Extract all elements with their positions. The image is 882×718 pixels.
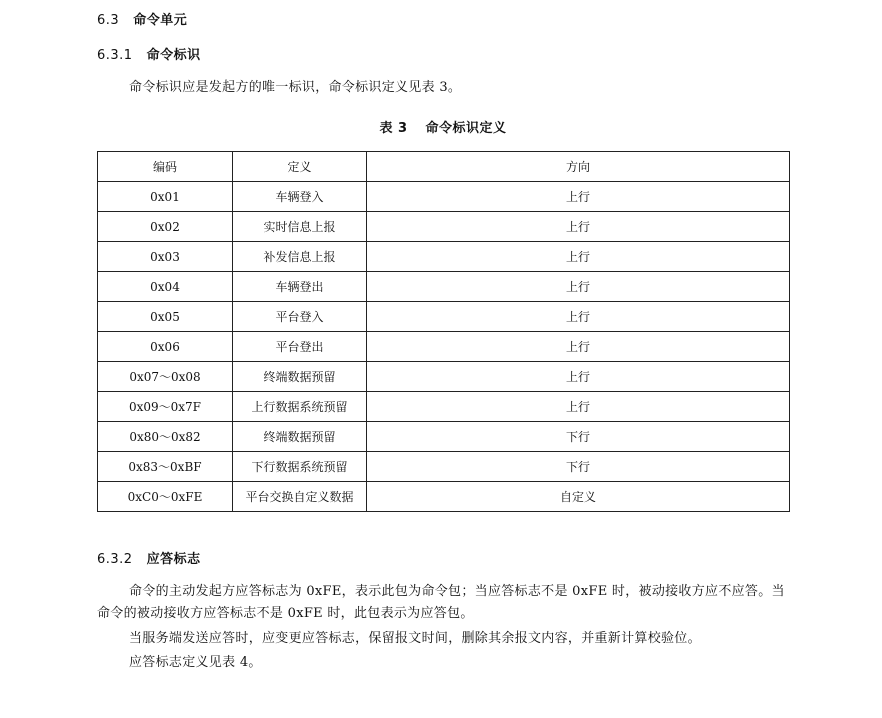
cell-direction: 下行 — [367, 452, 790, 482]
cell-code: 0xC0～0xFE — [98, 482, 233, 512]
cell-definition: 上行数据系统预留 — [233, 392, 367, 422]
command-id-table — [97, 151, 790, 512]
cell-code: 0x07～0x08 — [98, 362, 233, 392]
section-number: 6.3 — [97, 13, 120, 28]
cell-direction: 上行 — [367, 362, 790, 392]
table-row — [98, 302, 790, 332]
cell-code: 0x03 — [98, 242, 233, 272]
header-direction: 方向 — [367, 152, 790, 182]
subsection-title-1: 命令标识 — [146, 48, 201, 63]
cell-definition: 下行数据系统预留 — [233, 452, 367, 482]
cell-definition: 实时信息上报 — [233, 212, 367, 242]
table-row — [98, 182, 790, 212]
cell-definition: 平台交换自定义数据 — [233, 482, 367, 512]
table-label: 表 3 — [379, 121, 408, 136]
table-row — [98, 332, 790, 362]
cell-code: 0x05 — [98, 302, 233, 332]
cell-direction: 上行 — [367, 332, 790, 362]
cell-code: 0x83～0xBF — [98, 452, 233, 482]
table-row — [98, 242, 790, 272]
table-title: 命令标识定义 — [425, 121, 507, 136]
cell-definition: 终端数据预留 — [233, 362, 367, 392]
cell-direction: 上行 — [367, 182, 790, 212]
cell-direction: 上行 — [367, 392, 790, 422]
table-row — [98, 362, 790, 392]
cell-direction: 上行 — [367, 242, 790, 272]
cell-code: 0x09～0x7F — [98, 392, 233, 422]
cell-definition: 补发信息上报 — [233, 242, 367, 272]
subsection-heading-1 — [97, 44, 201, 63]
section-heading — [97, 9, 187, 28]
table-row — [98, 422, 790, 452]
paragraph-4: 应答标志定义见表 4。 — [129, 655, 262, 670]
header-definition: 定义 — [233, 152, 367, 182]
table-row — [98, 452, 790, 482]
table-row — [98, 392, 790, 422]
cell-definition: 车辆登入 — [233, 182, 367, 212]
cell-code: 0x04 — [98, 272, 233, 302]
paragraph-2: 命令的主动发起方应答标志为 0xFE，表示此包为命令包；当应答标志不是 0xFE 时，被动接收方应不应答。当命令的被动接收方应答标志不是 0xFE 时，此包表示为应答包。 — [97, 584, 785, 621]
subsection-number-1: 6.3.1 — [97, 48, 133, 63]
paragraph-1: 命令标识应是发起方的唯一标识，命令标识定义见表 3。 — [129, 80, 462, 95]
cell-definition: 平台登入 — [233, 302, 367, 332]
subsection-title-2: 应答标志 — [146, 552, 201, 567]
cell-direction: 上行 — [367, 212, 790, 242]
subsection-number-2: 6.3.2 — [97, 552, 133, 567]
cell-definition: 车辆登出 — [233, 272, 367, 302]
table-row — [98, 482, 790, 512]
cell-code: 0x06 — [98, 332, 233, 362]
section-title: 命令单元 — [133, 13, 188, 28]
cell-definition: 平台登出 — [233, 332, 367, 362]
paragraph-3: 当服务端发送应答时，应变更应答标志，保留报文时间，删除其余报文内容，并重新计算校验位。 — [129, 631, 701, 646]
cell-definition: 终端数据预留 — [233, 422, 367, 452]
cell-code: 0x01 — [98, 182, 233, 212]
cell-direction: 上行 — [367, 302, 790, 332]
cell-direction: 自定义 — [367, 482, 790, 512]
table-header-row — [98, 152, 790, 182]
header-code: 编码 — [98, 152, 233, 182]
cell-code: 0x80～0x82 — [98, 422, 233, 452]
cell-direction: 上行 — [367, 272, 790, 302]
table-caption — [97, 117, 789, 136]
table-row — [98, 212, 790, 242]
cell-direction: 下行 — [367, 422, 790, 452]
cell-code: 0x02 — [98, 212, 233, 242]
table-row — [98, 272, 790, 302]
subsection-heading-2 — [97, 548, 201, 567]
